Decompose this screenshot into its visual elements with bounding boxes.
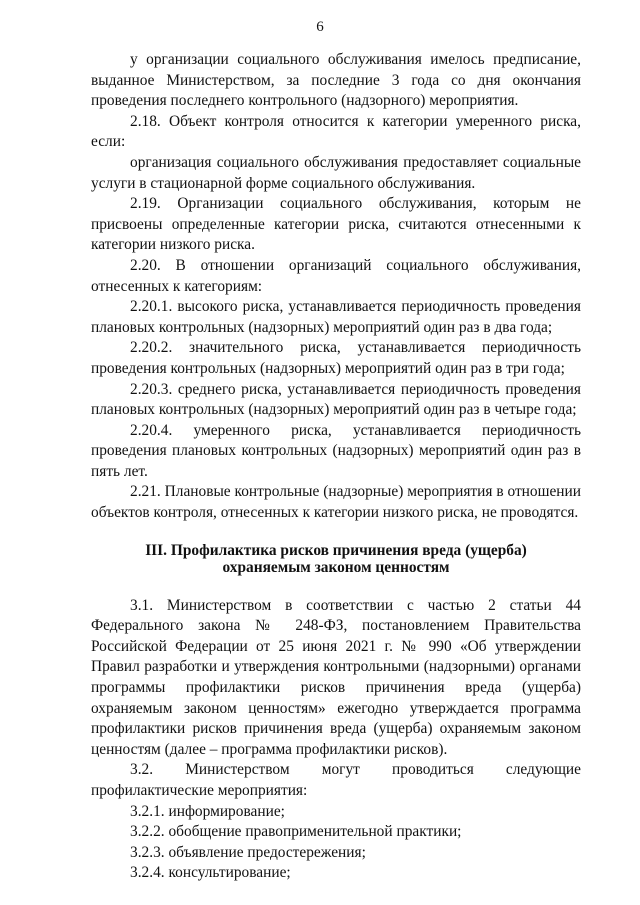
page-number: 6 — [316, 19, 324, 35]
document-body — [91, 50, 581, 884]
paragraph-2-20-2: 2.20.2. значительного риска, устанавливается периодичность проведения контрольных (надзорных) мероприятий один раз в три года; — [91, 339, 581, 377]
paragraph-2-21: 2.21. Плановые контрольные (надзорные) мероприятия в отношении объектов контроля, отнесенных к категории низкого риска, не проводятся. — [91, 483, 581, 522]
paragraph-3-2-4: 3.2.4. консультирование; — [130, 864, 291, 882]
paragraph-2-20-4: 2.20.4. умеренного риска, устанавливается периодичность проведения плановых контрольных (надзорных) мероприятий один раз в пять лет. — [91, 421, 581, 480]
paragraph-2-18: 2.18. Объект контроля относится к категории умеренного риска, если: — [91, 112, 581, 151]
paragraph-3-2: 3.2. Министерством могут проводиться следующие профилактические мероприятия: — [91, 761, 581, 799]
paragraph-2-20-1: 2.20.1. высокого риска, устанавливается периодичность проведения плановых контрольных (надзорных) мероприятий один раз в два года; — [91, 298, 581, 336]
paragraph-3-2-1: 3.2.1. информирование; — [130, 802, 285, 820]
paragraph-3-2-3: 3.2.3. объявление предостережения; — [130, 843, 366, 861]
paragraph-3-2-2: 3.2.2. обобщение правоприменительной практики; — [130, 823, 462, 841]
paragraph-3-1: 3.1. Министерством в соответствии с частью 2 статьи 44 Федерального закона № 248-ФЗ, постановлением Правительства Российской Федерации от 25 июня 2021 г. № 990 «Об утверждении Правил разработки и утверждения контрольными (надзорными) органами программы профилактики рисков причинения вреда (ущерба) охраняемым законом ценностям» ежегодно утверждается программа профилактики рисков причинения вреда (ущерба) охраняемым законом ценностям (далее – программа профилактики рисков). — [91, 596, 581, 758]
paragraph-2-20: 2.20. В отношении организаций социального обслуживания, отнесенных к категориям: — [91, 256, 581, 295]
section-heading — [91, 542, 581, 576]
section-heading-line-2: охраняемым законом ценностям — [222, 558, 450, 576]
section-heading-line-1: III. Профилактика рисков причинения вреда (ущерба) — [145, 541, 527, 559]
paragraph-2-20-3: 2.20.3. среднего риска, устанавливается периодичность проведения плановых контрольных (надзорных) мероприятий один раз в четыре года; — [91, 380, 581, 419]
paragraph-2-18-condition: организация социального обслуживания предоставляет социальные услуги в стационарной форме социального обслуживания. — [91, 153, 581, 192]
paragraph-2-19: 2.19. Организации социального обслуживания, которым не присвоены определенные категории риска, считаются отнесенными к категории низкого риска. — [91, 195, 581, 254]
paragraph-continuation: у организации социального обслуживания имелось предписание, выданное Министерством, за последние 3 года со дня окончания проведения последнего контрольного (надзорного) мероприятия. — [91, 51, 581, 110]
